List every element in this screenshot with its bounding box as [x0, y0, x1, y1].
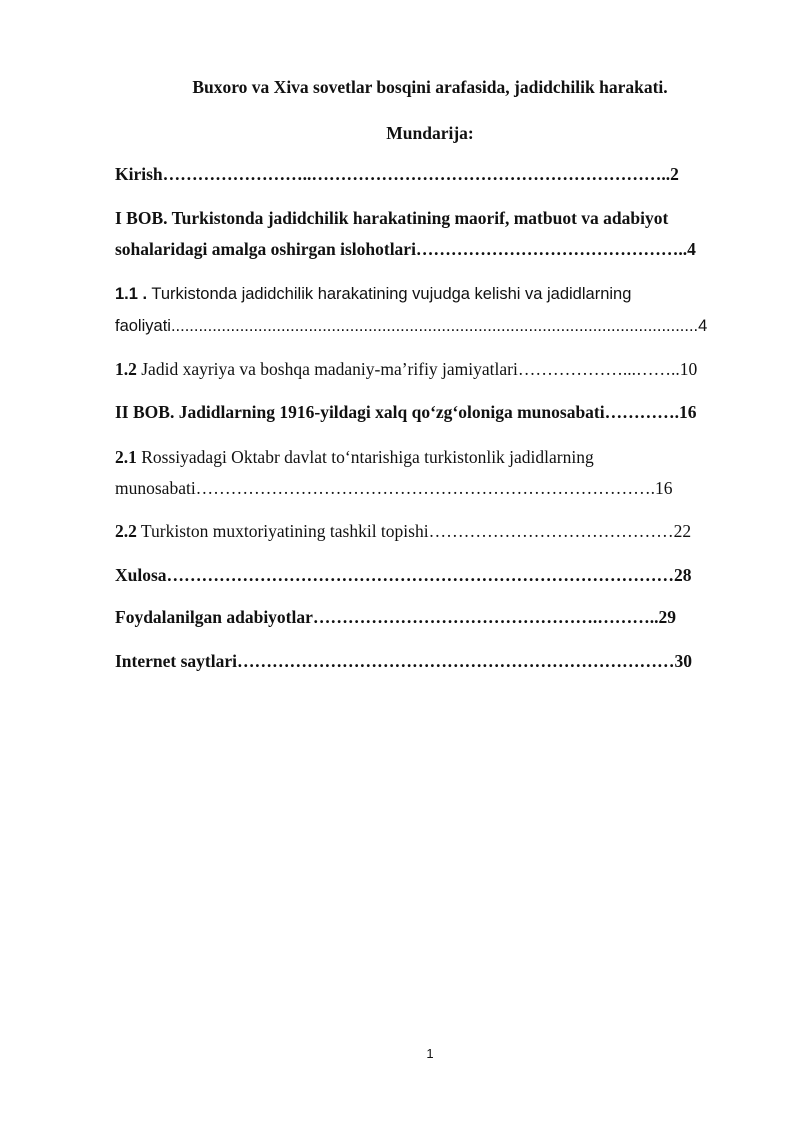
toc-entry-2-1-line1	[115, 446, 594, 468]
toc-entry-xulosa: Xulosa……………………………………………………………………………28	[115, 565, 692, 585]
toc-entry-1-2	[115, 358, 697, 380]
toc-entry-kirish: Kirish……………………..……………………………………………………..2	[115, 164, 679, 184]
toc-entry-bob1-line1: I BOB. Turkistonda jadidchilik harakatining maorif, matbuot va adabiyot	[115, 208, 669, 228]
toc-section-text: Rossiyadagi Oktabr davlat to‘ntarishiga turkistonlik jadidlarning	[136, 447, 594, 467]
document-title: Buxoro va Xiva sovetlar bosqini arafasida, jadidchilik harakati.	[192, 77, 668, 97]
page-number: 1	[426, 1046, 434, 1061]
toc-entry-1-1-line1	[115, 283, 631, 305]
toc-heading: Mundarija:	[386, 123, 474, 143]
toc-section-number: 1.1 .	[115, 285, 148, 303]
toc-entry-internet: Internet saytlari…………………………………………………………………30	[115, 651, 692, 671]
toc-entry-2-2	[115, 520, 691, 542]
toc-entry-2-1-line2: munosabati…………………………………………………………………….16	[115, 478, 673, 498]
toc-section-number: 2.2	[115, 521, 137, 541]
toc-entry-foydalanilgan: Foydalanilgan adabiyotlar………………………………………….………..29	[115, 607, 677, 627]
toc-entry-bob1-line2: sohalaridagi amalga oshirgan islohotlari………………………………………..4	[115, 239, 696, 259]
toc-section-number: 1.2	[115, 359, 137, 379]
toc-section-text: Turkiston muxtoriyatining tashkil topishi……………………………………22	[136, 521, 692, 541]
toc-entry-bob2: II BOB. Jadidlarning 1916-yildagi xalq qo‘zg‘oloniga munosabati………….16	[115, 402, 697, 422]
toc-section-number: 2.1	[115, 447, 137, 467]
toc-section-text: Turkistonda jadidchilik harakatining vujudga kelishi va jadidlarning	[147, 285, 632, 303]
toc-entry-1-1-line2: faoliyati...................................................................................................................4	[115, 317, 708, 335]
toc-section-text: Jadid xayriya va boshqa madaniy-ma’rifiy jamiyatlari………………...……..10	[136, 359, 698, 379]
